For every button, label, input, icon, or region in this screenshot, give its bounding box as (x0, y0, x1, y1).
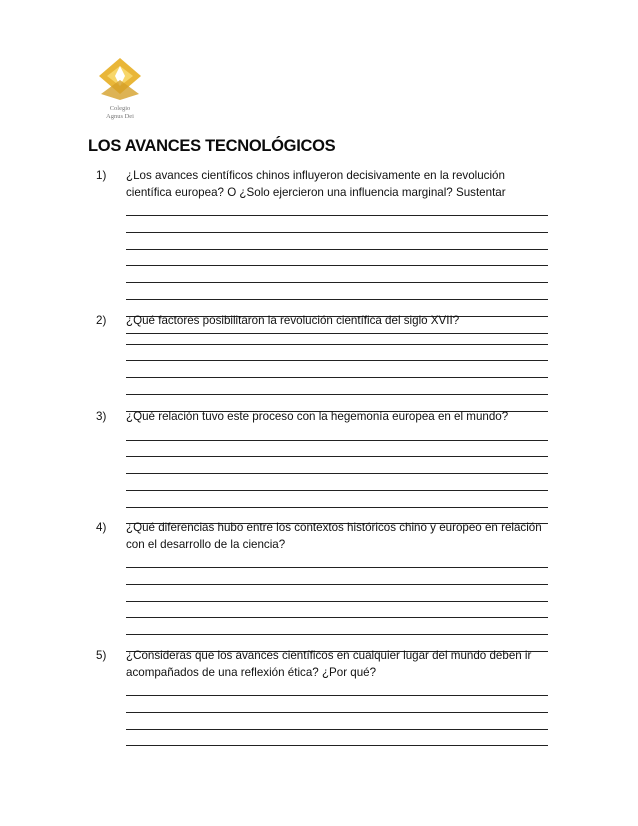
answer-lines[interactable] (126, 330, 548, 412)
question-text: ¿Qué diferencias hubo entre los contextos históricos chino y europeo en relación con el desarrollo de la ciencia? (126, 521, 542, 551)
answer-line[interactable] (126, 457, 548, 474)
question-number: 2) (96, 314, 107, 327)
answer-line[interactable] (126, 553, 548, 568)
question-number: 1) (96, 169, 107, 182)
question-4 (96, 520, 548, 652)
answer-line[interactable] (126, 250, 548, 267)
answer-line[interactable] (126, 441, 548, 458)
answer-line[interactable] (126, 474, 548, 491)
answer-line[interactable] (126, 283, 548, 300)
question-2 (96, 313, 548, 412)
answer-line[interactable] (126, 730, 548, 747)
answer-line[interactable] (126, 602, 548, 619)
answer-lines[interactable] (126, 681, 548, 746)
question-1 (96, 168, 548, 334)
answer-line[interactable] (126, 233, 548, 250)
school-logo-emblem-icon (81, 54, 159, 126)
answer-line[interactable] (126, 585, 548, 602)
question-text: ¿Qué factores posibilitaron la revolución científica del siglo XVII? (126, 314, 460, 327)
question-text: ¿Consideras que los avances científicos en cualquier lugar del mundo deben ir acompañados de una reflexión ética? ¿Por qué? (126, 649, 532, 679)
answer-line[interactable] (126, 491, 548, 508)
answer-line[interactable] (126, 216, 548, 233)
logo-text-1: Colegio (109, 105, 131, 112)
answer-line[interactable] (126, 330, 548, 345)
answer-line[interactable] (126, 696, 548, 713)
answer-lines[interactable] (126, 553, 548, 652)
question-5 (96, 648, 548, 746)
logo-text-2: Agnus Dei (106, 113, 134, 120)
question-number: 4) (96, 521, 107, 534)
answer-line[interactable] (126, 681, 548, 696)
answer-line[interactable] (126, 713, 548, 730)
answer-line[interactable] (126, 201, 548, 216)
answer-line[interactable] (126, 426, 548, 441)
school-logo (81, 54, 159, 126)
answer-line[interactable] (126, 568, 548, 585)
question-text: ¿Qué relación tuvo este proceso con la hegemonía europea en el mundo? (126, 410, 509, 423)
answer-line[interactable] (126, 266, 548, 283)
answer-lines[interactable] (126, 426, 548, 525)
question-number: 3) (96, 410, 107, 423)
answer-line[interactable] (126, 361, 548, 378)
answer-line[interactable] (126, 618, 548, 635)
page-title: LOS AVANCES TECNOLÓGICOS (88, 137, 336, 155)
question-text: ¿Los avances científicos chinos influyeron decisivamente en la revolución científica europea? O ¿Solo ejercieron una influencia marginal? Sustentar (126, 169, 506, 199)
answer-line[interactable] (126, 378, 548, 395)
question-3 (96, 409, 548, 524)
answer-line[interactable] (126, 345, 548, 362)
question-number: 5) (96, 649, 107, 662)
